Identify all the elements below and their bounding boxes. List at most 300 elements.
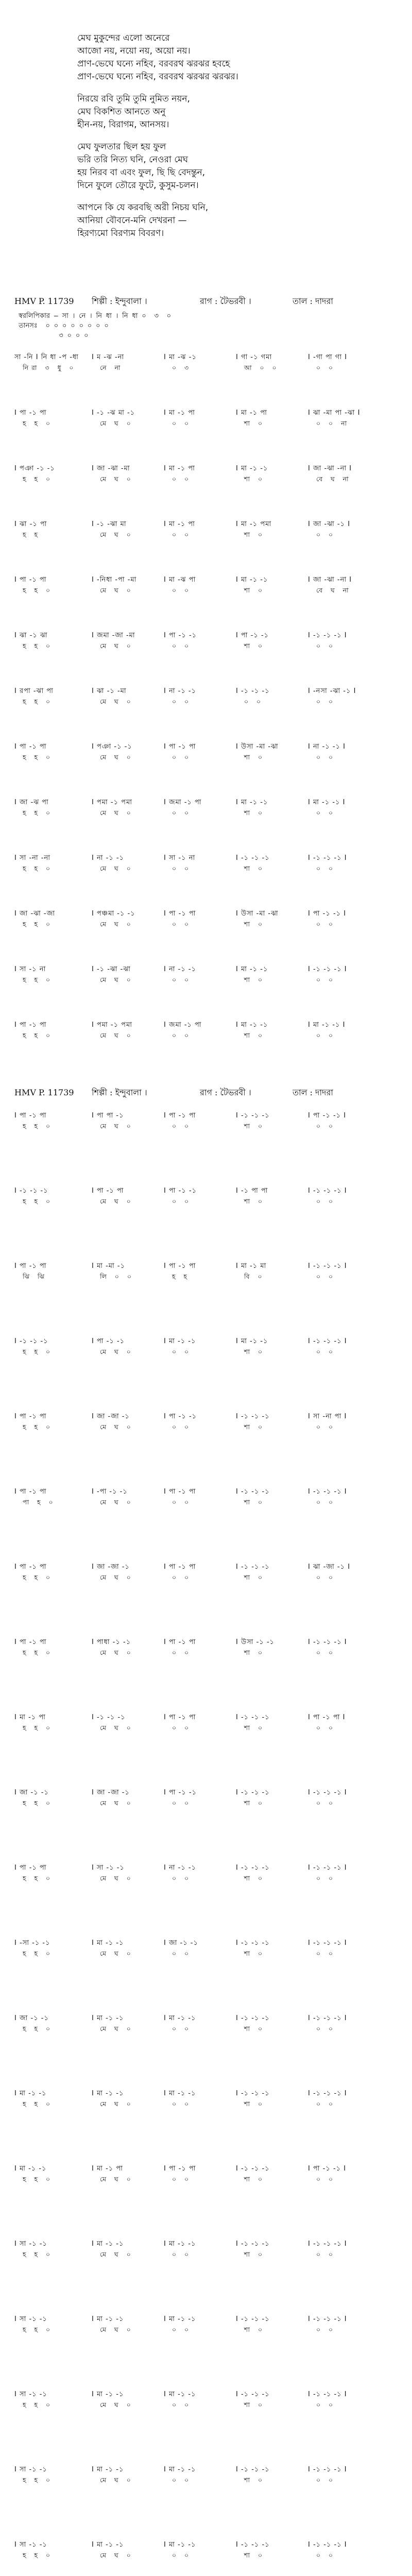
swara-measure: I -১ -১ -১ I <box>308 2391 347 2398</box>
lyric-syllables: মে ঘ ০ <box>100 1197 131 1205</box>
swara-measure: I মা -১ -১ <box>164 2240 196 2248</box>
notation-group <box>0 1708 412 1784</box>
swara-row <box>0 1938 412 1950</box>
swara-measure: I -১ -১ -১ <box>236 854 270 862</box>
swara-measure: I জমা -১ পা <box>164 799 202 806</box>
lyric-syllables: মে ঘ ০ <box>100 1573 131 1581</box>
lyric-syllables: ০ ০ <box>172 1874 190 1882</box>
swara-measure: I -১ -১ -১ I <box>308 1262 347 1270</box>
lyric-syllables: ০ ০ <box>172 1122 190 1130</box>
swara-measure: I -সা -১ -১ <box>14 1939 50 1947</box>
lyric-syllables: শা ০ <box>244 1799 263 1807</box>
lyric-syllables: মে ঘ ০ <box>100 920 131 928</box>
lyric-syllables: শা ০ <box>244 2250 263 2258</box>
lyric-syllables: ০ ০ <box>316 2551 334 2559</box>
lyric-syllables: মে ঘ ০ <box>100 1348 131 1355</box>
lyric-syllables: ০ ০ <box>316 531 334 538</box>
lyric-syllables: মে ঘ ০ <box>100 2551 131 2559</box>
lyric-syllables: হ হ ০ <box>23 920 51 928</box>
lyric-syllables: মে ঘ ০ <box>100 1874 131 1882</box>
swara-measure: I পা পা -১ <box>92 1112 124 1120</box>
record-header-2 <box>14 1086 398 1100</box>
lyric-syllables: মে ঘ ০ <box>100 2476 131 2484</box>
lyric-syllables: শা ০ <box>244 2551 263 2559</box>
swara-measure: I ঝা -১ -মা <box>92 687 127 695</box>
lyric-syllables: শা ০ <box>244 531 263 538</box>
swara-measure: I পা -১ -১ I <box>308 1112 347 1120</box>
record-tala: তাল : দাদরা <box>293 1088 334 1097</box>
lyric-syllables: ০ ০ <box>316 1724 334 1732</box>
lyric-syllables: মে ঘ ০ <box>100 1423 131 1431</box>
swara-measure: I সা -১ না <box>14 965 46 973</box>
notation-group <box>0 1257 412 1332</box>
lyric-syllable-row <box>0 364 412 375</box>
swara-measure: I -নিধা -পা -মা <box>92 576 137 584</box>
swara-measure: I পা -১ পা <box>164 910 196 918</box>
lyric-syllables: ০ ০ <box>172 920 190 928</box>
notation-group <box>0 2160 412 2235</box>
swara-measure: I পা -১ -১ <box>236 632 269 639</box>
swara-measure: I পমা -১ পমা <box>92 799 132 806</box>
lyric-syllables: আ ০ ০ <box>244 364 277 371</box>
lyric-syllables: ০ ০ <box>316 2025 334 2032</box>
lyric-syllables: ০ ০ <box>172 1348 190 1355</box>
record-tala: তাল : দাদরা <box>293 296 334 306</box>
lyric-syllables: ০ ০ <box>172 1799 190 1807</box>
lyric-syllables: হ হ ০ <box>23 2100 51 2108</box>
lyric-syllables: মে ঘ ০ <box>100 698 131 705</box>
swara-row <box>0 1111 412 1122</box>
lyric-syllables: শা ০ <box>244 2175 263 2183</box>
lyric-syllables: মে ঘ ০ <box>100 531 131 538</box>
swara-measure: I -১ -১ -১ I <box>308 965 347 973</box>
swara-measure: I সা -১ -১ <box>14 2466 47 2473</box>
lyric-syllable-row <box>0 1724 412 1735</box>
lyric-syllables: ০ ০ <box>172 2175 190 2183</box>
lyric-syllables: ০ ০ <box>316 1799 334 1807</box>
lyric-syllables: ০ ০ <box>316 1197 334 1205</box>
swara-measure: I -১ -১ -১ <box>236 1563 270 1571</box>
swara-measure: I সা -না পা I <box>308 1413 347 1420</box>
lyric-syllables: ০ ০ <box>316 976 334 984</box>
swara-measure: I মা -১ -১ <box>92 2466 124 2473</box>
lyric-syllables: শা ০ <box>244 2326 263 2333</box>
lyric-syllables: হ হ ০ <box>23 1573 51 1581</box>
swara-measure: I সা -১ -১ <box>14 2391 47 2398</box>
lyric-syllables: বে ঘ না <box>316 586 349 594</box>
lyric-syllable-row <box>0 642 412 653</box>
lyric-syllables: শা ০ <box>244 1573 263 1581</box>
lyric-syllables: ০ ০ <box>316 920 334 928</box>
lyric-syllable-row <box>0 1423 412 1434</box>
lyric-syllable-row <box>0 586 412 598</box>
swara-measure: I পা -১ পা <box>14 576 47 584</box>
swara-row <box>0 1020 412 1031</box>
swara-measure: I -১ -১ -১ I <box>308 1638 347 1646</box>
lyric-syllables: শা ০ <box>244 1950 263 1957</box>
lyric-syllables: হ হ ০ <box>23 698 51 705</box>
lyric-syllables: ০ ০ <box>244 698 262 705</box>
swara-row <box>0 2540 412 2551</box>
lyric-syllables: মে ঘ ০ <box>100 1950 131 1957</box>
swara-row <box>0 2465 412 2476</box>
swara-measure: I -১ -১ -১ <box>236 2391 270 2398</box>
lyric-syllables: ০ ০ <box>316 1031 334 1039</box>
lyric-syllables: মে ঘ ০ <box>100 1724 131 1732</box>
lyric-syllables: হ হ ০ <box>23 2476 51 2484</box>
stanza-gap <box>77 83 345 93</box>
swara-measure: I মা -১ -১ <box>164 2391 196 2398</box>
swara-row <box>0 1562 412 1573</box>
lyric-syllables: মে ঘ ০ <box>100 1122 131 1130</box>
notation-preamble <box>19 311 328 341</box>
swara-measure: I মা -১ -১ <box>164 2466 196 2473</box>
lyric-syllables: ০ ০ <box>172 698 190 705</box>
notation-group <box>0 682 412 738</box>
swara-measure: I মা -১ -১ <box>236 965 268 973</box>
notation-group <box>0 1182 412 1257</box>
swara-measure: I পা -১ পা <box>14 1021 47 1029</box>
swara-measure: I মা -১ -১ <box>92 2240 124 2248</box>
lyric-syllables: শা ০ <box>244 2476 263 2484</box>
lyric-syllables: শা ০ <box>244 1122 263 1130</box>
song-lyrics <box>77 32 345 240</box>
swara-measure: I সা -১ না <box>164 854 196 862</box>
swara-measure: I মা -১ পা <box>164 465 195 472</box>
lyric-line: প্রাণ-ভেঘে ঘন্যে নহিব, বরবরথ ঝরঝর ঝরঝর। <box>77 72 238 82</box>
swara-measure: I সা -১ -১ <box>14 2541 47 2549</box>
swara-measure: I পা -১ পা <box>164 1262 196 1270</box>
swara-measure: I -১ -১ -১ <box>236 1112 270 1120</box>
lyric-syllables: ০ ৩ <box>172 364 190 371</box>
lyric-line: আনিয়া বৌবনে-মনি দেখরনা — <box>77 215 187 226</box>
lyric-syllable-row <box>0 1950 412 1961</box>
swara-measure: I মা -মা -১ <box>92 1262 126 1270</box>
swara-measure: I মা -১ -১ <box>236 1021 268 1029</box>
lyric-syllables: হ হ ০ <box>23 642 51 650</box>
swara-row <box>0 909 412 920</box>
lyric-syllables: ০ ০ <box>316 1649 334 1656</box>
swara-measure: I মা -১ -১ <box>92 2090 124 2097</box>
lyric-syllable-row <box>0 865 412 876</box>
swara-measure: I ঝা -জা -১ I <box>308 1563 351 1571</box>
swara-measure: I পাধা -১ -১ <box>92 1638 131 1646</box>
swara-measure: I জা -ঝা -জা <box>14 910 56 918</box>
lyric-syllables: ০ ০ <box>316 2476 334 2484</box>
lyric-syllable-row <box>0 1122 412 1133</box>
notation-group <box>0 2084 412 2160</box>
record-raga: রাগ : টৈভরবী । <box>200 1088 251 1097</box>
lyric-syllables: ০ ০ <box>316 1348 334 1355</box>
lyric-syllables: শা ০ <box>244 809 263 817</box>
lyric-syllables: মে ঘ ০ <box>100 2250 131 2258</box>
swara-measure: I জা -ঝা -না I <box>308 465 352 472</box>
lyric-syllable-row <box>0 475 412 486</box>
lyric-syllables: মে ঘ ০ <box>100 1498 131 1506</box>
lyric-line: মেঘ বিকশিত আনতে অনু <box>77 107 166 117</box>
swara-measure: I সা -১ -১ <box>14 2315 47 2323</box>
lyric-syllables: পা হ ০ <box>23 1498 54 1506</box>
lyric-syllables: হ হ ০ <box>23 1874 51 1882</box>
lyric-syllables: ০ ০ <box>172 2401 190 2409</box>
lyric-syllables: নি রা ৩ ধু ০ <box>23 364 74 371</box>
swara-measure: I -১ -১ -১ <box>92 1714 126 1721</box>
lyric-syllables: হ হ ০ <box>23 865 51 872</box>
swara-measure: I জা -জা -১ <box>92 1563 130 1571</box>
swara-measure: I পা -১ -১ I <box>308 910 347 918</box>
lyric-syllables: ০ ০ <box>316 1273 334 1280</box>
lyric-syllables: হ হ <box>23 531 39 538</box>
notation-group <box>0 1332 412 1408</box>
lyric-syllable-row <box>0 2476 412 2487</box>
swara-measure: I -১ -১ -১ I <box>308 1864 347 1872</box>
lyric-syllables: হ হ ০ <box>23 1197 51 1205</box>
lyric-syllables: শা ০ <box>244 2025 263 2032</box>
swara-measure: I পা -১ -১ <box>92 1337 125 1345</box>
swara-measure: I -১ -১ -১ I <box>308 1488 347 1496</box>
lyric-syllables: ০ ০ <box>316 1122 334 1130</box>
lyric-syllables: মে ঘ ০ <box>100 419 131 427</box>
swara-measure: I মা -১ -১ <box>92 2014 124 2022</box>
lyric-syllable-row <box>0 976 412 987</box>
lyric-syllables: হ হ ০ <box>23 1724 51 1732</box>
swara-row <box>0 631 412 642</box>
swara-measure: I -নসা -ঝা -১ I <box>308 687 356 695</box>
swara-measure: I মা -১ -১ I <box>308 1021 346 1029</box>
swara-measure: I মা -১ -১ <box>164 1337 196 1345</box>
swara-row <box>0 1186 412 1197</box>
swara-row <box>0 352 412 364</box>
preamble-row: তানসঃ ০ ০ ০ ০ ০ ০ ০ ০ <box>19 322 109 330</box>
notation-section-a <box>0 348 412 1072</box>
swara-measure: I ঝা -১ পা <box>14 520 47 528</box>
notation-group <box>0 738 412 793</box>
lyric-syllables: মে ঘ ০ <box>100 865 131 872</box>
lyric-syllables: শা ০ <box>244 1423 263 1431</box>
lyric-line: আজো নয়, নয়ো নয়, অয়ো নয়। <box>77 46 191 56</box>
swara-measure: I মা -ঝ পা <box>164 576 196 584</box>
swara-measure: I -১ -১ -১ I <box>308 632 347 639</box>
notation-group <box>0 2385 412 2461</box>
lyric-syllables: ০ ০ <box>172 2326 190 2333</box>
lyric-syllables: হ হ ০ <box>23 2326 51 2333</box>
swara-row <box>0 1336 412 1348</box>
swara-measure: I পঞা -১ -১ <box>14 465 55 472</box>
lyric-syllables: শা ০ <box>244 586 263 594</box>
swara-measure: I উসা -১ -১ <box>236 1638 274 1646</box>
notation-group <box>0 515 412 571</box>
lyric-line: দিনে ফুলে তৌরে ফুটে, কুসুম-চলন। <box>77 180 199 191</box>
lyric-syllable-row <box>0 2025 412 2036</box>
swara-measure: I মা -১ -১ <box>236 465 268 472</box>
swara-measure: I পা -১ পা <box>92 1187 124 1195</box>
swara-measure: I -১ -ঝা -ঝা <box>92 965 131 973</box>
lyric-syllable-row <box>0 920 412 931</box>
lyric-syllables: হ হ ০ <box>23 2025 51 2032</box>
notation-group <box>0 1934 412 2009</box>
lyric-syllable-row <box>0 2326 412 2337</box>
notation-group <box>0 1859 412 1934</box>
lyric-line: প্রাণ-ভেঘে ঘন্যে নহিব, বরবরথ ঝরঝর হবহে <box>77 59 230 69</box>
preamble-row: স্বরলিপিকার — সা । নে । নি ধা । নি ধা ০ ৩ ০ <box>19 312 171 320</box>
swara-measure: I মা -১ -১ <box>164 2541 196 2549</box>
lyric-syllables: হ হ ০ <box>23 809 51 817</box>
lyric-syllables: ০ ০ <box>172 976 190 984</box>
swara-measure: I পা -১ পা <box>14 1262 47 1270</box>
swara-measure: I মা -১ -১ <box>92 1939 124 1947</box>
lyric-syllables: ০ ০ <box>316 2100 334 2108</box>
swara-measure: I মা -১ পা <box>92 2165 123 2173</box>
swara-measure: I -১ -১ -১ <box>236 2165 270 2173</box>
swara-measure: I পা -১ পা <box>14 1413 47 1420</box>
lyric-line: ভরি তরি নিত্য ঘনি, নেওরা মেঘ <box>77 155 188 165</box>
notation-group <box>0 626 412 682</box>
swara-measure: I জা -ঝা -না I <box>308 576 352 584</box>
lyric-syllable-row <box>0 1031 412 1043</box>
lyric-syllables: ০ ০ <box>316 1874 334 1882</box>
lyric-syllable-row <box>0 1273 412 1284</box>
swara-row <box>0 575 412 586</box>
lyric-syllables: ০ ০ <box>172 531 190 538</box>
record-singer: শিল্পী : ইন্দুবালা । <box>92 1088 147 1097</box>
lyric-syllables: শা ০ <box>244 1031 263 1039</box>
lyric-syllables: ০ ০ <box>316 753 334 761</box>
swara-measure: I -পা -১ -১ <box>92 1488 128 1496</box>
swara-measure: I মা -১ পা <box>164 409 195 417</box>
lyric-syllables: মে ঘ ০ <box>100 2025 131 2032</box>
lyric-line: মেঘ ফুলতার ছিল হয় ফুল <box>77 142 166 152</box>
swara-measure: I না -১ -১ <box>164 965 197 973</box>
notation-group <box>0 404 412 460</box>
lyric-syllables: শা ০ <box>244 1498 263 1506</box>
preamble-row: ৩ ০ ০ ০ <box>19 332 89 340</box>
swara-row <box>0 2314 412 2326</box>
notation-group <box>0 1558 412 1633</box>
lyric-syllables: ০ ০ <box>172 2250 190 2258</box>
swara-measure: I -১ -১ -১ I <box>308 1337 347 1345</box>
swara-row <box>0 798 412 809</box>
swara-measure: I -১ -১ -১ <box>236 1488 270 1496</box>
swara-measure: I মা -১ -১ <box>236 799 268 806</box>
lyric-syllables: শা ০ <box>244 1724 263 1732</box>
swara-measure: I -১ -১ -১ I <box>308 1939 347 1947</box>
swara-measure: I পা -১ পা <box>14 743 47 751</box>
lyric-syllables: ০ ০ <box>316 2175 334 2183</box>
swara-measure: I পা -১ পা <box>164 2165 196 2173</box>
lyric-syllables: শা ০ <box>244 976 263 984</box>
lyric-syllable-row <box>0 1348 412 1359</box>
lyric-syllables: হ হ ০ <box>23 475 51 483</box>
swara-measure: I না -১ -১ <box>92 854 125 862</box>
swara-row <box>0 519 412 531</box>
swara-measure: I পা -১ পা I <box>308 1714 346 1721</box>
notation-group <box>0 1016 412 1072</box>
lyric-line: হয় নিরব বা এবং ফুল, ছি ছি বেদন্তুন, <box>77 167 205 178</box>
notation-group <box>0 2536 412 2576</box>
lyric-syllable-row <box>0 809 412 820</box>
swara-measure: I -১ -১ -১ <box>236 687 270 695</box>
notation-group <box>0 460 412 515</box>
swara-measure: I জা -১ -১ <box>14 2014 49 2022</box>
lyric-syllables: মে ঘ ০ <box>100 2100 131 2108</box>
swara-measure: I মা -১ পা <box>14 1714 46 1721</box>
lyric-syllables: ০ ০ <box>172 586 190 594</box>
swara-measure: I জা -জা -১ <box>92 1789 130 1797</box>
swara-measure: I পা -১ পা <box>14 1563 47 1571</box>
lyric-syllables: শা ০ <box>244 920 263 928</box>
notation-group <box>0 1483 412 1558</box>
lyric-syllable-row <box>0 753 412 765</box>
notation-group <box>0 2235 412 2310</box>
lyric-syllable-row <box>0 1573 412 1585</box>
swara-row <box>0 1713 412 1724</box>
lyric-syllables: ০ ০ <box>316 865 334 872</box>
swara-measure: I উসা -মা -ঝা <box>236 910 279 918</box>
notation-group <box>0 2310 412 2385</box>
lyric-syllables: নে না <box>100 364 121 371</box>
lyric-syllables: মে ঘ ০ <box>100 2401 131 2409</box>
lyric-syllable-row <box>0 1197 412 1209</box>
swara-measure: I মা -১ পা <box>236 409 267 417</box>
lyric-syllables: হ হ ০ <box>23 2551 51 2559</box>
swara-measure: I মা -১ -১ <box>92 2315 124 2323</box>
swara-measure: I -১ পা পা <box>236 1187 268 1195</box>
swara-measure: I -১ -১ -১ I <box>308 854 347 862</box>
swara-measure: I পা -১ পা <box>164 743 196 751</box>
swara-measure: I মা -ঝ -১ <box>164 353 197 361</box>
swara-measure: I -১ -১ -১ <box>236 2014 270 2022</box>
stanza-gap <box>77 131 345 141</box>
swara-row <box>0 1637 412 1649</box>
lyric-syllables: শা ০ <box>244 419 263 427</box>
notation-group <box>0 1784 412 1859</box>
lyric-syllables: ০ ০ <box>172 1498 190 1506</box>
lyric-syllables: ০ ০ না <box>316 419 348 427</box>
notation-group <box>0 905 412 960</box>
lyric-syllables: ০ ০ <box>172 2476 190 2484</box>
record-code: HMV P. 11739 <box>14 1088 74 1097</box>
swara-measure: I জমা -জা -মা <box>92 632 135 639</box>
swara-measure: I -১ -১ -১ I <box>308 2541 347 2549</box>
lyric-syllables: হ হ ০ <box>23 1950 51 1957</box>
swara-measure: I -১ -১ -১ <box>236 1714 270 1721</box>
swara-measure: I জমা -১ পা <box>164 1021 202 1029</box>
lyric-syllables: শা ০ <box>244 753 263 761</box>
lyric-syllable-row <box>0 2175 412 2187</box>
swara-measure: I পা -১ পা <box>14 1488 47 1496</box>
swara-row <box>0 853 412 865</box>
record-singer: শিল্পী : ইন্দুবালা । <box>92 296 147 306</box>
swara-measure: I পা -১ পা <box>164 1488 196 1496</box>
swara-measure: I -১ -১ -১ <box>236 2541 270 2549</box>
lyric-syllables: মে ঘ ০ <box>100 586 131 594</box>
swara-row <box>0 464 412 475</box>
lyric-syllable-row <box>0 419 412 431</box>
swara-measure: I সা -১ -১ <box>14 2240 47 2248</box>
swara-measure: I না -১ -১ <box>164 687 197 695</box>
swara-measure: I -১ -১ -১ I <box>308 1187 347 1195</box>
swara-row <box>0 2013 412 2025</box>
swara-measure: I পঞ্চমা -১ -১ <box>92 910 135 918</box>
lyric-syllable-row <box>0 1498 412 1510</box>
swara-measure: I -১ -১ -১ <box>236 2240 270 2248</box>
swara-row <box>0 1788 412 1799</box>
swara-measure: I -১ -১ -১ <box>236 1939 270 1947</box>
lyric-syllables: হ হ ০ <box>23 2401 51 2409</box>
lyric-syllables: ০ ০ <box>316 1498 334 1506</box>
lyric-syllables: ০ ০ <box>316 2326 334 2333</box>
swara-measure: I -১ -১ -১ I <box>308 2014 347 2022</box>
